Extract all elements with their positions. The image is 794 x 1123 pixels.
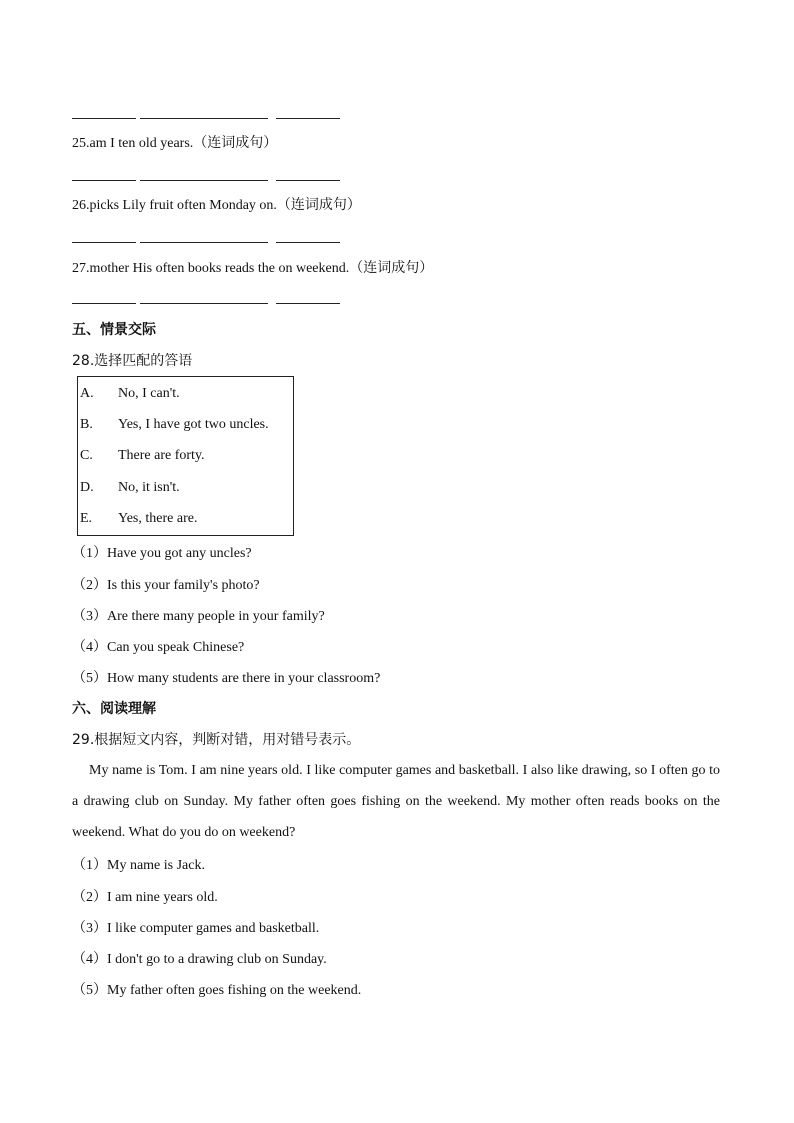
- blank-line[interactable]: [276, 303, 340, 304]
- judgement-item: （3）I like computer games and basketball.: [72, 921, 320, 936]
- option-letter: C.: [80, 448, 93, 463]
- option-text: No, it isn't.: [118, 480, 180, 495]
- option-text: No, I can't.: [118, 386, 180, 401]
- judgement-item: （1）My name is Jack.: [72, 858, 205, 873]
- question-26: [72, 194, 361, 214]
- question-29: 29.根据短文内容，判断对错，用对错号表示。: [72, 732, 361, 748]
- blank-line[interactable]: [140, 118, 268, 119]
- question-note: （连词成句）: [276, 197, 361, 213]
- question-25: [72, 132, 277, 152]
- blank-line[interactable]: [140, 180, 268, 181]
- option-letter: A.: [80, 386, 94, 401]
- reading-passage: [72, 755, 720, 848]
- section-title: 六、阅读理解: [72, 701, 156, 717]
- option-b: [80, 417, 269, 433]
- blank-line[interactable]: [72, 242, 136, 243]
- matching-item: （1）Have you got any uncles?: [72, 546, 252, 561]
- blank-line[interactable]: [276, 180, 340, 181]
- option-text: Yes, there are.: [118, 511, 198, 526]
- section-title: 五、情景交际: [72, 322, 156, 338]
- matching-item: （4）Can you speak Chinese?: [72, 640, 245, 655]
- question-text: 26.picks Lily fruit often Monday on.: [72, 198, 277, 213]
- answer-blanks[interactable]: [72, 118, 362, 119]
- option-e: [80, 511, 197, 527]
- question-text: 25.am I ten old years.: [72, 136, 194, 151]
- passage-text: My name is Tom. I am nine years old. I like computer games and basketball. I also like drawing, so I often go to a drawing club on Sunday. My father often goes fishing on the weekend. My mother often reads books on the weekend. What do you do on weekend?: [72, 763, 720, 840]
- option-text: Yes, I have got two uncles.: [118, 417, 269, 432]
- judgement-item: （5）My father often goes fishing on the weekend.: [72, 983, 362, 998]
- answer-blanks[interactable]: [72, 180, 362, 181]
- option-letter: E.: [80, 511, 93, 526]
- matching-item: （2）Is this your family's photo?: [72, 578, 260, 593]
- blank-line[interactable]: [276, 118, 340, 119]
- question-note: （连词成句）: [193, 135, 278, 151]
- option-c: [80, 448, 205, 464]
- answer-blanks[interactable]: [72, 242, 362, 243]
- question-note: （连词成句）: [349, 260, 434, 276]
- option-a: [80, 386, 180, 402]
- question-27: [72, 257, 433, 277]
- matching-item: （3）Are there many people in your family?: [72, 609, 325, 624]
- option-letter: B.: [80, 417, 93, 432]
- answer-blanks[interactable]: [72, 303, 362, 304]
- option-letter: D.: [80, 480, 94, 495]
- blank-line[interactable]: [140, 242, 268, 243]
- blank-line[interactable]: [72, 118, 136, 119]
- options-box: [77, 376, 294, 536]
- option-text: There are forty.: [118, 448, 205, 463]
- option-d: [80, 480, 180, 496]
- blank-line[interactable]: [72, 303, 136, 304]
- judgement-item: （2）I am nine years old.: [72, 890, 218, 905]
- blank-line[interactable]: [72, 180, 136, 181]
- question-28: 28.选择匹配的答语: [72, 353, 193, 369]
- blank-line[interactable]: [276, 242, 340, 243]
- question-text: 27.mother His often books reads the on weekend.: [72, 261, 350, 276]
- blank-line[interactable]: [140, 303, 268, 304]
- judgement-item: （4）I don't go to a drawing club on Sunday.: [72, 952, 327, 967]
- matching-item: （5）How many students are there in your classroom?: [72, 671, 381, 686]
